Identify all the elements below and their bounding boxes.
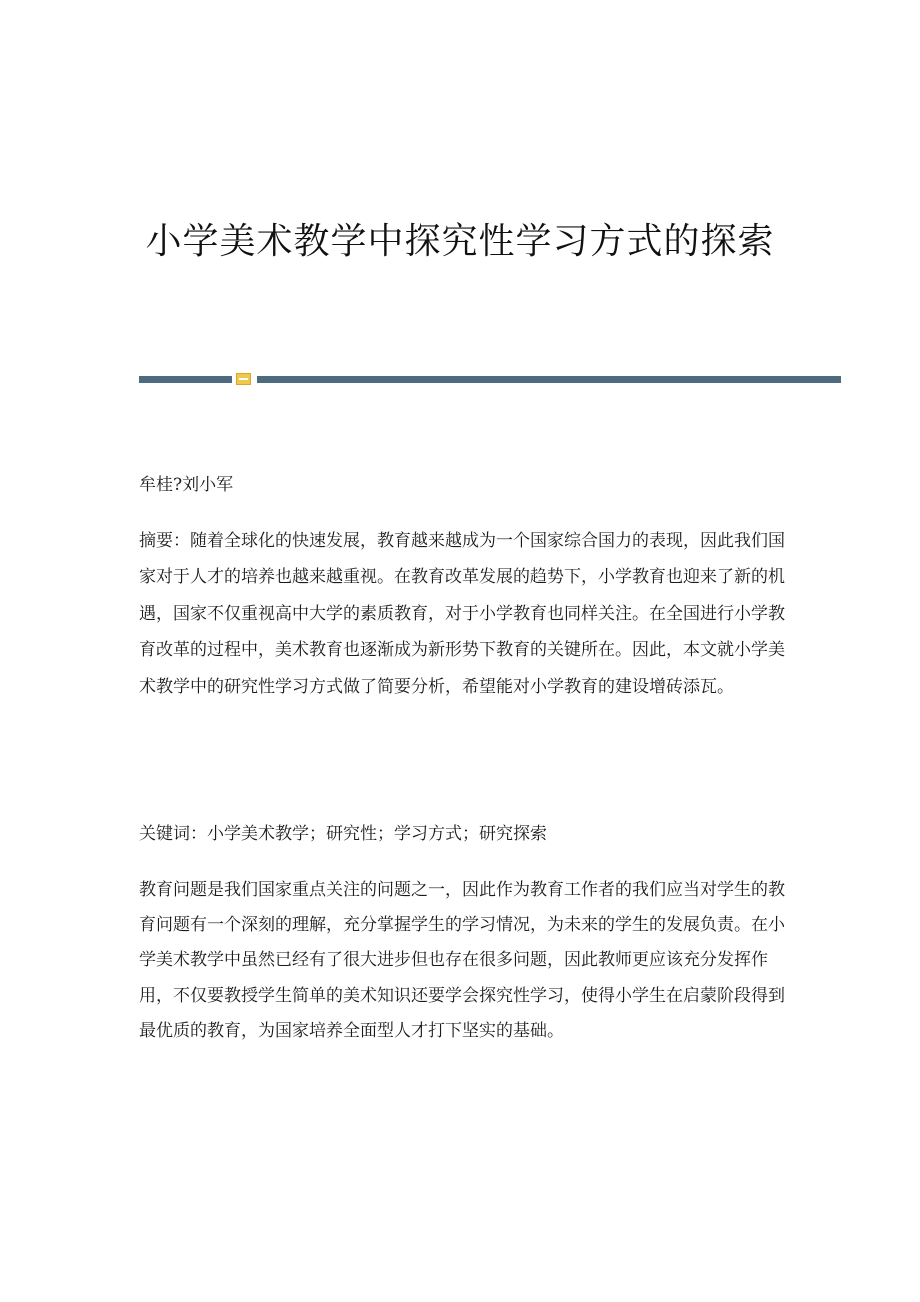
title-divider	[139, 373, 841, 385]
body-paragraph: 教育问题是我们国家重点关注的问题之一，因此作为教育工作者的我们应当对学生的教育问题有一个深刻的理解，充分掌握学生的学习情况，为未来的学生的发展负责。在小学美术教学中虽然已经有了很大进步但也存在很多问题，因此教师更应该充分发挥作用，不仅要教授学生简单的美术知识还要学会探究性学习，使得小学生在启蒙阶段得到最优质的教育，为国家培养全面型人才打下坚实的基础。	[139, 880, 785, 1041]
document-title: 小学美术教学中探究性学习方式的探索	[145, 221, 775, 262]
authors-line: 牟桂?刘小军	[139, 475, 234, 495]
divider-bar-right	[257, 376, 841, 383]
keywords-line: 关键词：小学美术教学；研究性；学习方式；研究探索	[139, 824, 547, 844]
divider-bar-left	[139, 376, 232, 383]
divider-ornament-icon	[236, 373, 251, 385]
abstract-paragraph: 摘要：随着全球化的快速发展，教育越来越成为一个国家综合国力的表现，因此我们国家对于人才的培养也越来越重视。在教育改革发展的趋势下，小学教育也迎来了新的机遇，国家不仅重视高中大学的素质教育，对于小学教育也同样关注。在全国进行小学教育改革的过程中，美术教育也逐渐成为新形势下教育的关键所在。因此，本文就小学美术教学中的研究性学习方式做了简要分析，希望能对小学教育的建设增砖添瓦。	[139, 531, 785, 697]
